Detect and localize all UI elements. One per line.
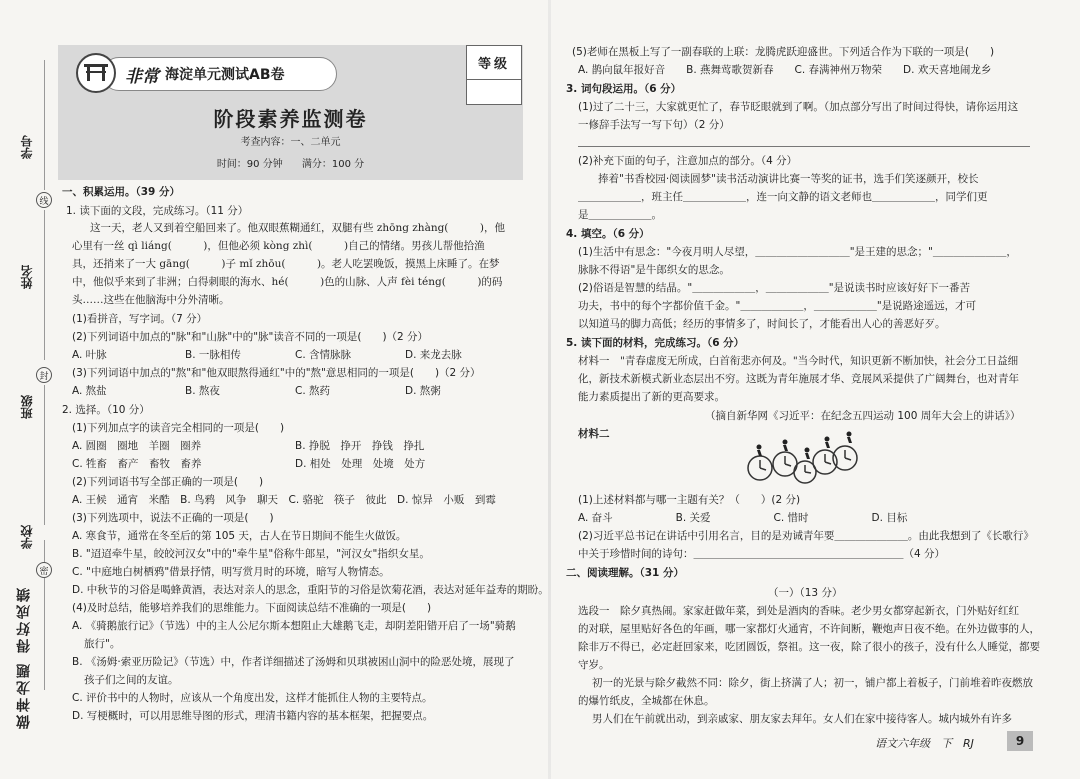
question-stem: 2. 选择。（10 分） (62, 404, 150, 416)
blank-line (44, 385, 45, 525)
motto: 做神龙题 得好成绩 (16, 585, 32, 729)
passage-line: 初一的光景与除夕截然不同：除夕，街上挤满了人；初一，铺户都上着板子，门前堆着昨夜燃放 (592, 677, 1033, 689)
option-cont: 孩子们之间的友谊。 (84, 674, 179, 686)
full-score: 满分：100 分 (301, 159, 365, 170)
sub-question: (2)补充下面的句子，注意加点的部分。（4 分） (578, 155, 798, 167)
class-label: 班级 (20, 395, 34, 419)
option[interactable]: D. 中秋节的习俗是喝蜂黄酒，表达对亲人的思念，重阳节的习俗是饮菊花酒，表达对延年益寿的期盼。 (72, 584, 549, 596)
option[interactable]: C. 熬药 (295, 385, 331, 397)
exam-scope: 考查内容：一、二单元 (240, 137, 341, 148)
option[interactable]: B. 挣脱 挣开 挣钱 挣扎 (295, 440, 425, 452)
option-row[interactable]: A. 鹊向鼠年报好音 B. 燕舞莺歌贺新春 C. 春满神州万物荣 D. 欢天喜地闹龙乡 (578, 64, 992, 76)
answer-line[interactable] (578, 146, 1030, 147)
brand-mark: 非常 (125, 66, 159, 87)
sub-question: (5)老师在黑板上写了一副春联的上联：龙腾虎跃迎盛世。下列适合作为下联的一项是( ) (572, 46, 995, 58)
option[interactable]: C. "中庭地白树栖鸦"借景抒情，明写赏月时的环境，暗写人物情态。 (72, 566, 390, 578)
option[interactable]: C. 含情脉脉 (295, 349, 352, 361)
time-limit: 时间：90 分钟 (216, 159, 283, 170)
passage-line: 头……这些在他脑海中分外清晰。 (72, 294, 230, 306)
sub-question: (4)及时总结，能够培养我们的思维能力。下面阅读总结不准确的一项是( ) (72, 602, 432, 614)
blank-line (44, 210, 45, 360)
option[interactable]: B. 熬夜 (185, 385, 220, 397)
brand-banner (102, 57, 337, 91)
sub-question: (2)下列词语中加点的"脉"和"山脉"中的"脉"读音不同的一项是( )（2 分） (72, 331, 429, 343)
binding-strip (10, 40, 55, 740)
question-stem: 5. 读下面的材料，完成练习。（6 分） (566, 337, 745, 349)
passage-line: 的对联，屋里贴好各色的年画，哪一家都灯火通宵，不许间断，鞭炮声日夜不绝。在外边做事的人， (578, 623, 1040, 635)
sub-question-cont: 脉脉不得语"是牛郎织女的思念。 (578, 264, 730, 276)
option[interactable]: C. 评价书中的人物时，应该从一个角度出发，这样才能抓住人物的主要特点。 (72, 692, 433, 704)
sub-question: (1)上述材料都与哪一主题有关？（ ）(2 分) (578, 494, 801, 506)
sub-question: (3)下列选项中，说法不正确的一项是( ) (72, 512, 274, 524)
question-stem: 4. 填空。（6 分） (566, 228, 650, 240)
gate-icon (81, 58, 111, 88)
passage-line: 具，还捎来了一大 gāng( )子 mǐ zhōu( )。老人吃罢晚饭，摸黑上床睡了。在梦 (72, 258, 500, 270)
clock-runners-image (745, 428, 860, 488)
material-label: 材料二 (578, 428, 610, 440)
passage-line: 除非万不得已，必定赶回家来，吃团圆饭，祭祖。这一夜，除了很小的孩子，没有什么人睡觉，都要 (578, 641, 1040, 653)
sub-question-cont: 以知道马的脚力高低；经历的事情多了，时间长了，才能看出人心的善恶好歹。 (578, 318, 946, 330)
blank-line (44, 60, 45, 190)
passage-line: 心里有一丝 qì liáng( )，但他必须 kòng zhì( )自己的情绪。男孩儿帮他拾渔 (72, 240, 485, 252)
option[interactable]: D. 相处 处理 处境 处方 (295, 458, 426, 470)
footer-subject: 语文六年级 下 RJ (875, 737, 974, 750)
passage-line: 选段一 除夕真热闹。家家赶做年菜，到处是酒肉的香味。老少男女都穿起新衣，门外贴好红红 (578, 605, 1019, 617)
sub-question: (2)下列词语书写全部正确的一项是( ) (72, 476, 264, 488)
grade-field[interactable] (466, 80, 522, 105)
question-stem: 3. 词句段运用。（6 分） (566, 83, 682, 95)
section-heading: 二、阅读理解。（31 分） (566, 567, 685, 579)
option[interactable]: A. 熬盐 (72, 385, 107, 397)
option-cont: 旅行"。 (84, 638, 121, 650)
fill-blank-line[interactable]: (2)俗语是智慧的结晶。"＿＿＿＿＿＿，＿＿＿＿＿＿"是说读书时应该好好下一番苦 (578, 282, 971, 294)
option[interactable]: D. 来龙去脉 (405, 349, 462, 361)
sub-question: (1)过了二十三，大家就更忙了，春节眨眼就到了啊。（加点部分写出了时间过得快，请你运用这 (578, 101, 1019, 113)
option[interactable]: D. 熬粥 (405, 385, 441, 397)
cut-mark: 封 (36, 367, 52, 383)
option[interactable]: B. "迢迢牵牛星，皎皎河汉女"中的"牵牛星"俗称牛郎星，"河汉女"指织女星。 (72, 548, 430, 560)
section-heading: 一、积累运用。（39 分） (62, 186, 181, 198)
passage-line: 这一天，老人又到着空船回来了。他双眼蕉糊通红，双腿有些 zhōng zhàng( )，他 (90, 222, 506, 234)
publisher-logo (76, 53, 116, 93)
passage-heading: （一）（13 分） (768, 587, 843, 599)
fill-blank-line[interactable]: (2)习近平总书记在讲话中引用名言，目的是劝诫青年要＿＿＿＿＿＿＿。由此我想到了《长歌行》 (578, 530, 1034, 542)
passage-line: 男人们在午前就出动，到亲戚家、朋友家去拜年。女人们在家中接待客人。城内城外有许多 (592, 713, 1012, 725)
option[interactable]: A. 圆圈 圈地 羊圈 圈养 (72, 440, 202, 452)
sub-question-cont: 一修辞手法写一写下句）（2 分） (578, 119, 730, 131)
option[interactable]: D. 写梗概时，可以用思维导图的形式，理清书籍内容的基本框架，把握要点。 (72, 710, 434, 722)
option[interactable]: B. 一脉相传 (185, 349, 241, 361)
series-name: 海淀单元测试AB卷 (165, 67, 285, 83)
school-label: 学校 (20, 525, 34, 549)
option[interactable]: C. 牲畜 畜产 畜牧 畜养 (72, 458, 202, 470)
material-line: 材料一 "青春虚度无所成，白首衔悲亦何及。"当今时代，知识更新不断加快，社会分工日益细 (578, 355, 1019, 367)
fill-blank-line[interactable]: 功夫，书中的每个字都价值千金。"＿＿＿＿＿＿，＿＿＿＿＿＿"是说路途遥远，才可 (578, 300, 977, 312)
option[interactable]: A. 《骑鹅旅行记》（节选）中的主人公尼尔斯本想阻止大雄鹅飞走，却阴差阳错开启了一场"骑鹅 (72, 620, 516, 632)
option[interactable]: A. 叶脉 (72, 349, 107, 361)
fill-blank-line[interactable]: 是＿＿＿＿＿＿。 (578, 209, 662, 221)
material-line: 能力素质提出了新的更高要求。 (578, 391, 725, 403)
exam-header (58, 45, 523, 180)
fill-blank-line[interactable]: (1)生活中有思念："今夜月明人尽望，＿＿＿＿＿＿＿＿＿"是王建的思念；"＿＿＿＿＿＿＿， (578, 246, 1017, 258)
exam-title: 阶段素养监测卷 (213, 107, 368, 131)
option-row[interactable]: A. 奋斗 B. 关爱 C. 惜时 D. 目标 (578, 512, 908, 524)
page-fold (548, 0, 551, 779)
passage-line: 守岁。 (578, 659, 610, 671)
sub-question: (3)下列词语中加点的"熬"和"他双眼熬得通红"中的"熬"意思相同的一项是( )（2 分） (72, 367, 481, 379)
fill-blank-line[interactable]: 中关于珍惜时间的诗句：＿＿＿＿＿＿＿＿＿＿＿＿＿＿＿＿＿＿＿＿（4 分） (578, 548, 946, 560)
passage-line: 的爆竹纸皮，全城都在休息。 (578, 695, 715, 707)
citation: （摘自新华网《习近平：在纪念五四运动 100 周年大会上的讲话》） (705, 410, 1021, 422)
cut-mark: 线 (36, 192, 52, 208)
sub-question-text: 捧着"书香校园·阅读圆梦"读书活动演讲比赛一等奖的证书，选手们笑逐颜开，校长 (598, 173, 979, 185)
page-number: 9 (1007, 731, 1033, 751)
exam-meta (58, 155, 523, 170)
option[interactable]: A. 寒食节，通常在冬至后的第 105 天，古人在节日期间不能生火做饭。 (72, 530, 407, 542)
sub-question: (1)下列加点字的读音完全相同的一项是( ) (72, 422, 285, 434)
fill-blank-line[interactable]: ＿＿＿＿＿＿，班主任＿＿＿＿＿＿，连一向文静的语文老师也＿＿＿＿＿＿，同学们更 (578, 191, 988, 203)
option-row[interactable]: A. 王候 通宵 米酷 B. 鸟鸦 风争 聊天 C. 骆驼 筷子 彼此 D. 惊异 小贩 到霉 (72, 494, 496, 506)
name-label: 姓名 (20, 265, 34, 289)
student-number-label: 学号 (20, 135, 34, 159)
sub-question: (1)看拼音，写字词。（7 分） (72, 313, 208, 325)
cut-mark: 密 (36, 562, 52, 578)
passage-line: 中，他似乎来到了非洲；白得刺眼的海水、hé( )色的山脉、人声 fèi téng( )的码 (72, 276, 503, 288)
grade-label: 等级 (466, 45, 522, 80)
option[interactable]: B. 《汤姆·索亚历险记》（节选）中，作者详细描述了汤姆和贝琪被困山洞中的险恶处境，展现了 (72, 656, 515, 668)
material-line: 化，新技术新模式新业态层出不穷。这既为青年施展才华、竞展风采提供了广阔舞台，也对青年 (578, 373, 1019, 385)
question-stem: 1. 读下面的文段，完成练习。（11 分） (66, 205, 249, 217)
